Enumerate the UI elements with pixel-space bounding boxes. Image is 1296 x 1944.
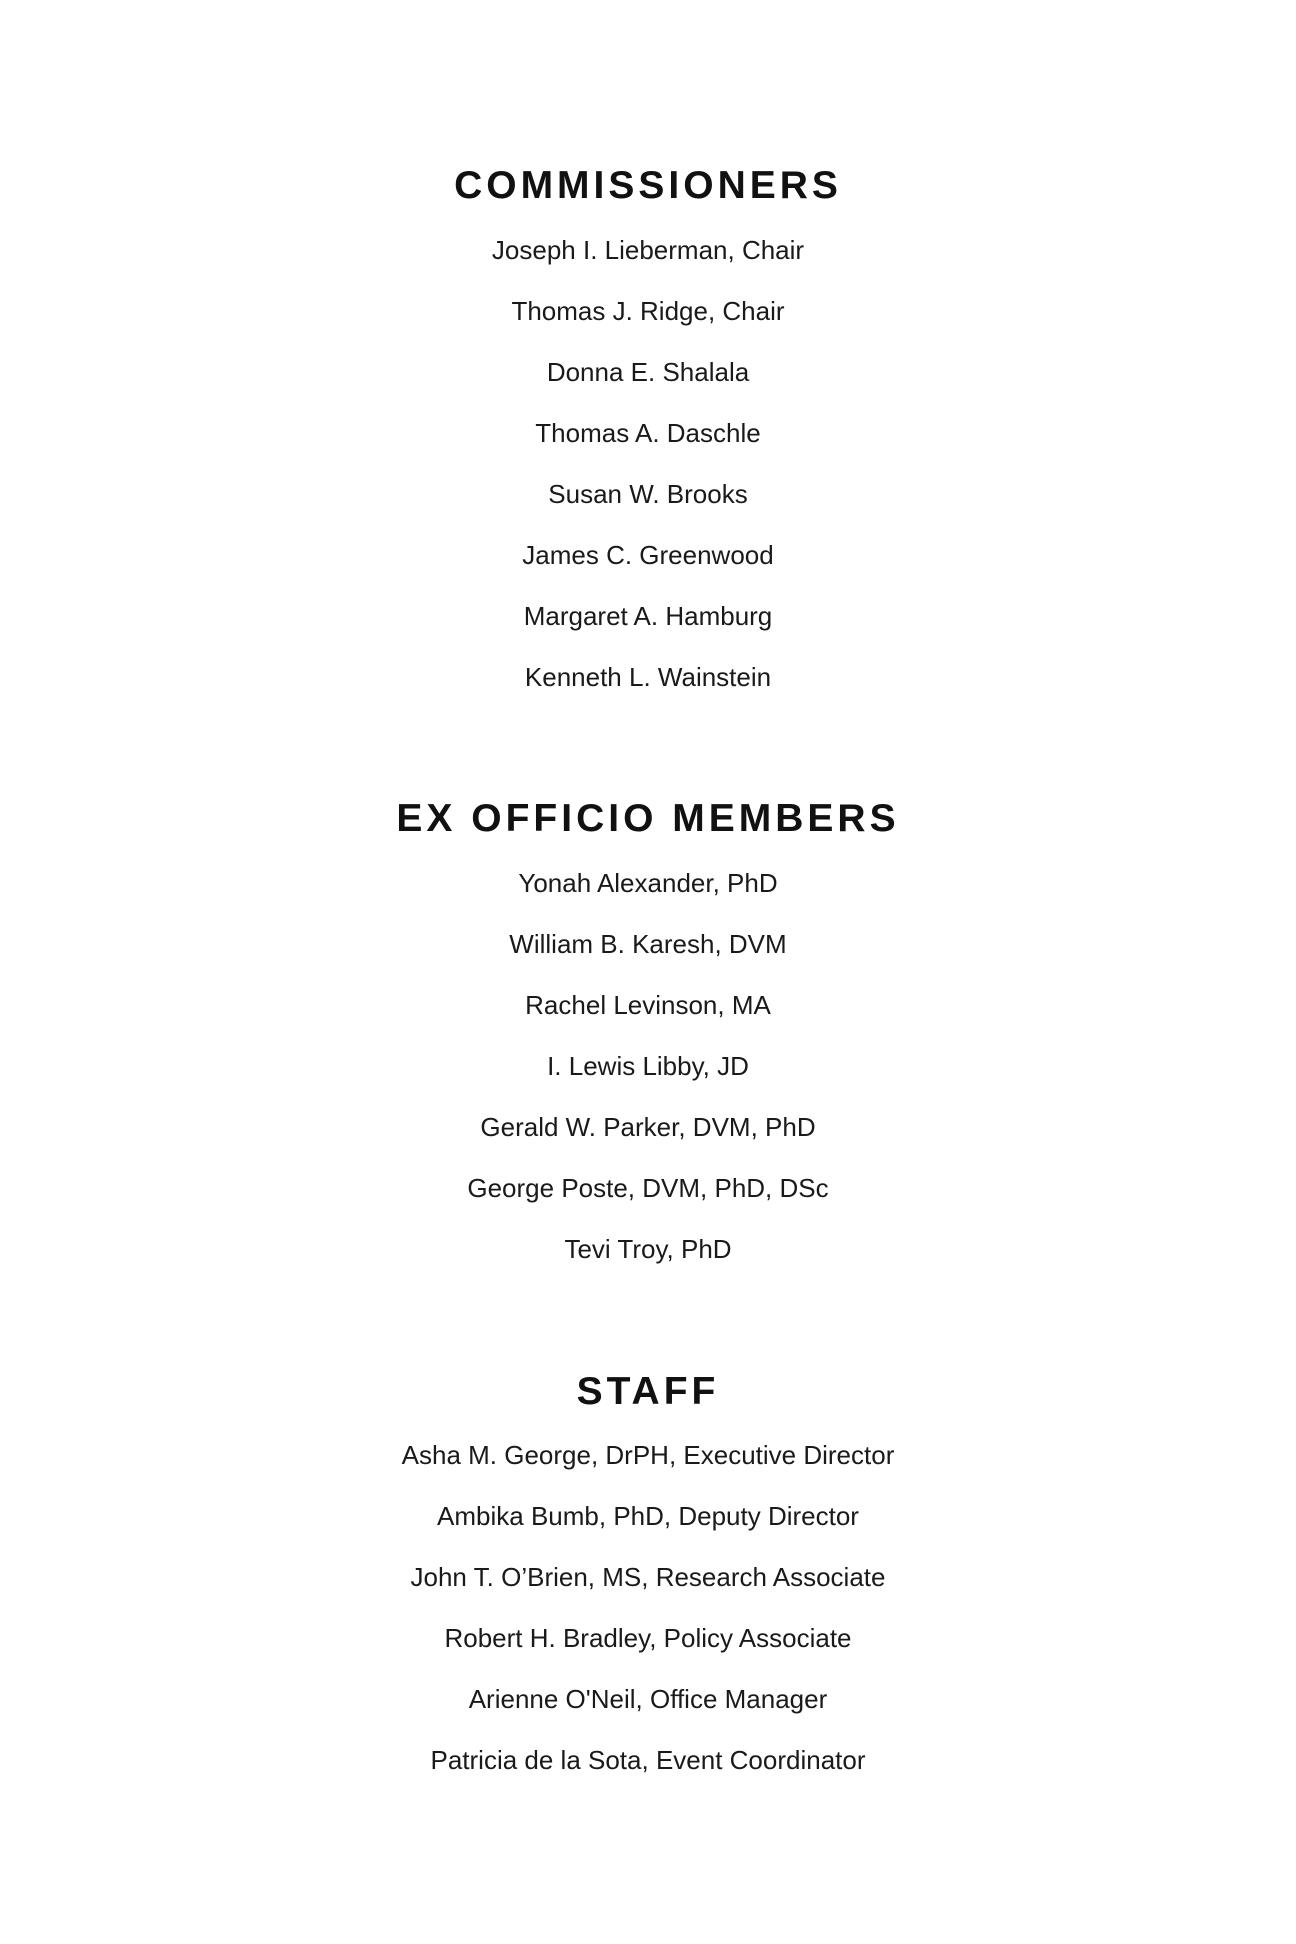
staff-list bbox=[0, 1425, 1296, 1791]
commissioner-name: James C. Greenwood bbox=[522, 540, 774, 570]
staff-member-name: John T. O’Brien, MS, Research Associate bbox=[410, 1562, 886, 1592]
ex-officio-list bbox=[0, 853, 1296, 1280]
commissioner-name: Thomas J. Ridge, Chair bbox=[511, 296, 785, 326]
commissioner-name: Susan W. Brooks bbox=[548, 479, 748, 509]
commissioners-list bbox=[0, 220, 1296, 708]
staff-member-name: Arienne O'Neil, Office Manager bbox=[468, 1684, 828, 1714]
commissioner-name: Joseph I. Lieberman, Chair bbox=[491, 235, 805, 265]
commissioner-name: Kenneth L. Wainstein bbox=[524, 662, 772, 692]
staff-heading: STAFF bbox=[576, 1370, 720, 1413]
commissioner-name: Thomas A. Daschle bbox=[535, 418, 761, 448]
staff-member-name: Asha M. George, DrPH, Executive Director bbox=[401, 1440, 895, 1470]
ex-officio-member-name: I. Lewis Libby, JD bbox=[547, 1051, 749, 1081]
ex-officio-member-name: Rachel Levinson, MA bbox=[525, 990, 771, 1020]
ex-officio-member-name: Yonah Alexander, PhD bbox=[518, 868, 778, 898]
commissioners-section bbox=[0, 163, 1296, 708]
staff-member-name: Ambika Bumb, PhD, Deputy Director bbox=[437, 1501, 859, 1531]
ex-officio-member-name: George Poste, DVM, PhD, DSc bbox=[467, 1173, 829, 1203]
ex-officio-heading: EX OFFICIO MEMBERS bbox=[396, 797, 900, 840]
commissioner-name: Margaret A. Hamburg bbox=[523, 601, 773, 631]
staff-member-name: Patricia de la Sota, Event Coordinator bbox=[430, 1745, 866, 1775]
commissioner-name: Donna E. Shalala bbox=[546, 357, 750, 387]
ex-officio-member-name: Tevi Troy, PhD bbox=[564, 1234, 732, 1264]
ex-officio-member-name: William B. Karesh, DVM bbox=[509, 929, 787, 959]
ex-officio-section bbox=[0, 796, 1296, 1280]
staff-section bbox=[0, 1369, 1296, 1791]
ex-officio-member-name: Gerald W. Parker, DVM, PhD bbox=[480, 1112, 816, 1142]
commissioners-heading: COMMISSIONERS bbox=[454, 164, 842, 207]
staff-member-name: Robert H. Bradley, Policy Associate bbox=[444, 1623, 852, 1653]
